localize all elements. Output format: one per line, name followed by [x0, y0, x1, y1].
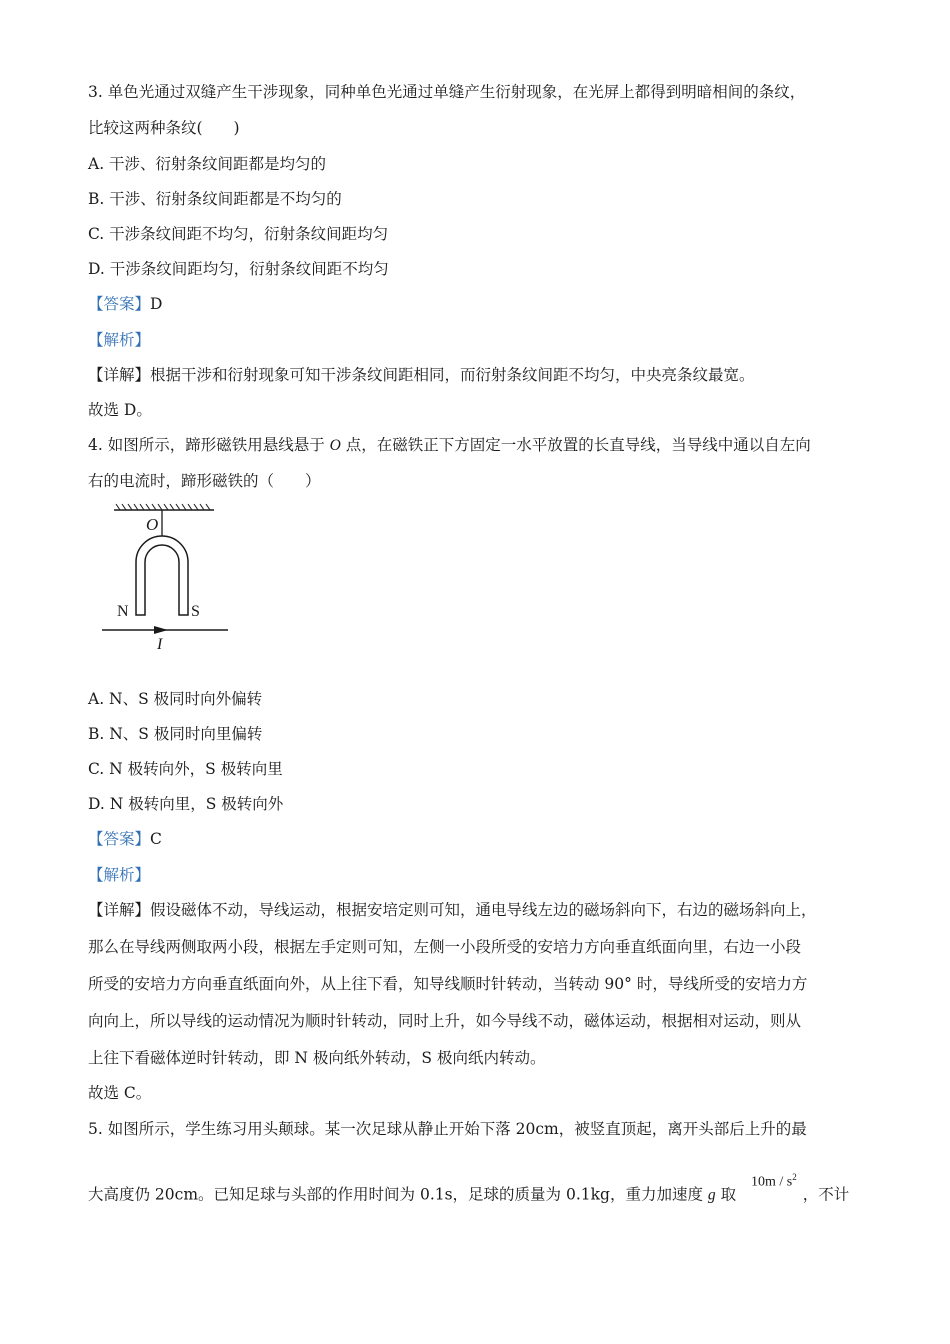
q4-detail-line5: 上往下看磁体逆时针转动，即 N 极向纸外转动，S 极向纸内转动。 [88, 1049, 546, 1067]
q4-option-a: A. N、S 极同时向外偏转 [88, 690, 263, 708]
q5-stem-line2 [88, 1172, 850, 1207]
label-o: O [146, 515, 159, 534]
analysis-tag: 【解析】 [88, 866, 151, 884]
detail-text: 根据干涉和衍射现象可知干涉条纹间距相同，而衍射条纹间距不均匀，中央亮条纹最宽。 [150, 366, 755, 384]
detail-text: 假设磁体不动，导线运动，根据安培定则可知，通电导线左边的磁场斜向下，右边的磁场斜向上， [150, 901, 817, 919]
q3-detail [88, 365, 755, 385]
detail-tag: 【详解】 [88, 901, 151, 919]
q4-stem-point: O [329, 437, 341, 454]
formula-value: 10m / s [751, 1174, 793, 1190]
q3-option-d: D. 干涉条纹间距均匀，衍射条纹间距不均匀 [88, 260, 389, 278]
horseshoe-magnet-figure [100, 502, 235, 654]
q3-stem-line1: 3. 单色光通过双缝产生干涉现象，同种单色光通过单缝产生衍射现象，在光屏上都得到明暗相间的条纹， [88, 83, 806, 101]
q3-option-a: A. 干涉、衍射条纹间距都是均匀的 [88, 155, 327, 173]
q3-option-c: C. 干涉条纹间距不均匀，衍射条纹间距均匀 [88, 225, 389, 243]
detail-tag: 【详解】 [88, 366, 151, 384]
gravity-formula [751, 1167, 797, 1193]
q4-stem-line2: 右的电流时，蹄形磁铁的（ ） [88, 472, 321, 490]
q4-stem-post: 点，在磁铁正下方固定一水平放置的长直导线，当导线中通以自左向 [340, 436, 811, 454]
q4-detail-line4: 向向上，所以导线的运动情况为顺时针转动，同时上升，如今导线不动，磁体运动，根据相对运动，则从 [88, 1012, 802, 1030]
q5-stem-line1: 5. 如图所示，学生练习用头颠球。某一次足球从静止开始下落 20cm，被竖直顶起，离开头部后上升的最 [88, 1120, 807, 1138]
q3-answer [88, 294, 162, 314]
label-i: I [157, 636, 163, 653]
q4-stem-pre: 4. 如图所示，蹄形磁铁用悬线悬于 [88, 436, 330, 454]
q4-analysis [88, 865, 150, 885]
answer-value: C [150, 830, 162, 848]
q5-stem-take: 取 [715, 1185, 737, 1204]
horseshoe-magnet [136, 536, 188, 615]
q4-answer [88, 829, 162, 849]
q4-detail-line3: 所受的安培力方向垂直纸面向外，从上往下看，知导线顺时针转动，当转动 90° 时，导线所受的安培力方 [88, 975, 808, 993]
answer-tag: 【答案】 [88, 830, 151, 848]
label-s: S [191, 603, 200, 620]
label-n: N [117, 603, 129, 620]
q4-option-c: C. N 极转向外，S 极转向里 [88, 760, 283, 778]
q3-option-b: B. 干涉、衍射条纹间距都是不均匀的 [88, 190, 342, 208]
answer-tag: 【答案】 [88, 295, 151, 313]
q4-option-d: D. N 极转向里，S 极转向外 [88, 795, 284, 813]
current-arrow-icon [154, 626, 168, 634]
q5-stem-pre: 大高度仍 20cm。已知足球与头部的作用时间为 0.1s，足球的质量为 0.1kg，重力加速度 [88, 1185, 708, 1204]
q4-stem-line1 [88, 435, 811, 456]
q3-analysis [88, 330, 150, 350]
q4-option-b: B. N、S 极同时向里偏转 [88, 725, 263, 743]
analysis-tag: 【解析】 [88, 331, 151, 349]
q4-detail-line2: 那么在导线两侧取两小段，根据左手定则可知，左侧一小段所受的安培力方向垂直纸面向里，右边一小段 [88, 938, 802, 956]
q4-detail-line1 [88, 900, 817, 920]
q5-g-symbol: g [707, 1186, 716, 1204]
q5-stem-post: ，不计 [802, 1185, 850, 1204]
q4-conclusion: 故选 C。 [88, 1084, 152, 1102]
q3-conclusion: 故选 D。 [88, 401, 152, 419]
ceiling [114, 504, 214, 510]
q3-stem-line2: 比较这两种条纹( ) [88, 119, 240, 137]
answer-value: D [150, 295, 163, 313]
formula-exponent: 2 [792, 1172, 797, 1182]
